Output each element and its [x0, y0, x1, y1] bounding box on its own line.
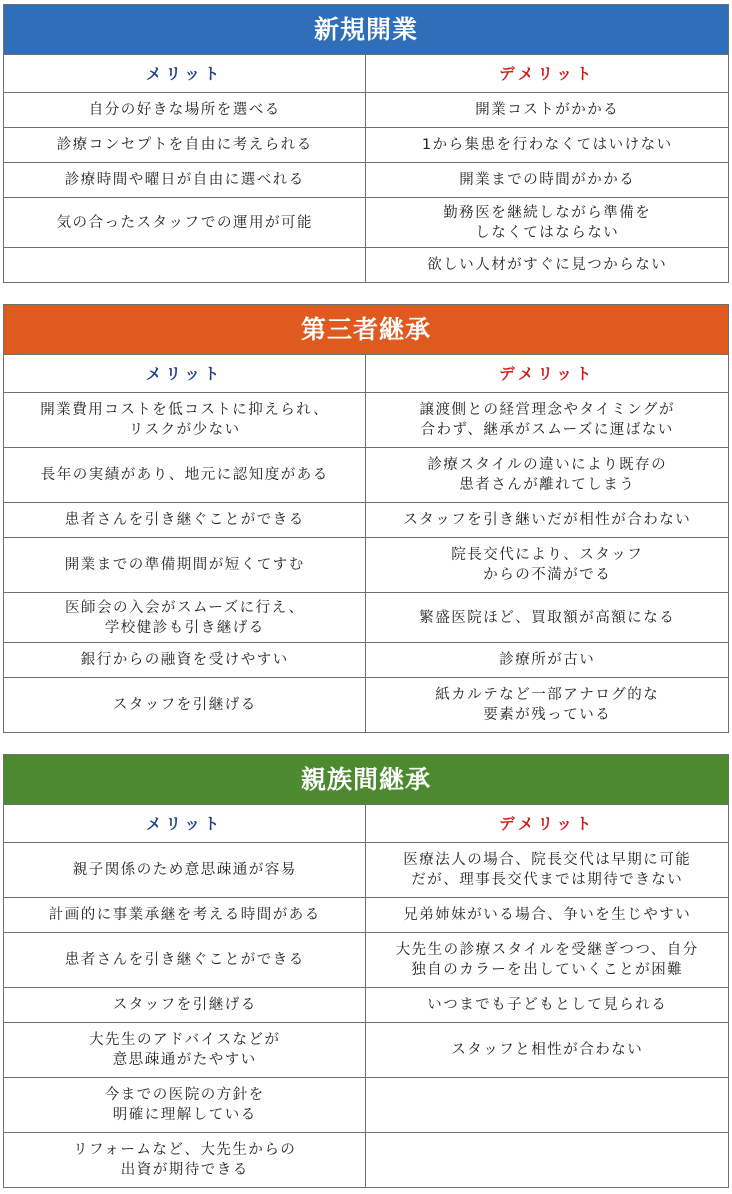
- demerit-cell: [366, 93, 729, 128]
- demerit-cell: [366, 393, 729, 448]
- demerit-cell: [366, 898, 729, 933]
- merit-cell: [4, 1078, 366, 1133]
- merit-cell: [4, 393, 366, 448]
- cell-text-line: 開業までの準備期間が短くてすむ: [64, 557, 305, 573]
- table-row: [4, 93, 729, 128]
- table-row: [4, 128, 729, 163]
- table-row: [4, 593, 729, 643]
- cell-text-line: 医師会の入会がスムーズに行え、: [65, 599, 305, 616]
- cell-text-line: 大先生のアドバイスなどが: [88, 1032, 281, 1048]
- table-row: [4, 678, 729, 733]
- cell-text-line: 患者さんが離れてしまう: [459, 477, 636, 493]
- merit-cell: [4, 678, 366, 733]
- merit-cell: [4, 933, 366, 988]
- cell-text-line: 長年の実績があり、地元に認知度がある: [40, 467, 329, 483]
- table-row: [4, 843, 729, 898]
- cell-text-line: 開業までの時間がかかる: [459, 172, 636, 188]
- merit-cell: [4, 538, 366, 593]
- cell-text-line: 開業費用コストを低コストに抑えられ、: [40, 402, 330, 418]
- cell-text-line: 患者さんを引き継ぐことができる: [64, 952, 305, 968]
- demerit-cell: [366, 1023, 729, 1078]
- table-row: [4, 198, 729, 248]
- demerit-cell: [366, 128, 729, 163]
- merit-cell: [4, 643, 366, 678]
- demerit-cell: [366, 593, 729, 643]
- table-row: [4, 1078, 729, 1133]
- table-row: [4, 248, 729, 283]
- cell-text-line: 院長交代により、スタッフ: [451, 547, 644, 563]
- merit-cell: [4, 198, 366, 248]
- section-title: 第三者継承: [4, 305, 729, 355]
- demerit-cell: [366, 1133, 729, 1188]
- cell-text-line: 独自のカラーを出していくことが困難: [411, 962, 684, 978]
- demerit-cell: [366, 678, 729, 733]
- merit-header: メリット: [4, 355, 366, 393]
- cell-text-line: 紙カルテなど一部アナログ的な: [435, 687, 660, 703]
- demerit-cell: [366, 248, 729, 283]
- section-table-2: [3, 304, 729, 733]
- demerit-cell: [366, 503, 729, 538]
- demerit-cell: [366, 643, 729, 678]
- table-row: [4, 448, 729, 503]
- cell-text-line: 兄弟姉妹がいる場合、争いを生じやすい: [403, 907, 692, 923]
- demerit-cell: [366, 538, 729, 593]
- demerit-header: デメリット: [366, 805, 729, 843]
- cell-text-line: 出資が期待できる: [120, 1162, 249, 1178]
- cell-text-line: 欲しい人材がすぐに見つからない: [427, 257, 668, 273]
- cell-text-line: スタッフを引き継いだが相性が合わない: [403, 512, 692, 528]
- demerit-header: デメリット: [366, 355, 729, 393]
- table-row: [4, 1023, 729, 1078]
- merit-header: メリット: [4, 805, 366, 843]
- section-table-1: [3, 4, 729, 283]
- demerit-header: デメリット: [366, 55, 729, 93]
- cell-text-line: 診療時間や曜日が自由に選べれる: [64, 172, 305, 188]
- cell-text-line: 親子関係のため意思疎通が容易: [72, 862, 297, 878]
- merit-cell: [4, 988, 366, 1023]
- cell-text-line: 銀行からの融資を受けやすい: [80, 652, 289, 668]
- cell-text-line: いつまでも子どもとして見られる: [427, 997, 668, 1013]
- merit-cell: [4, 448, 366, 503]
- demerit-cell: [366, 198, 729, 248]
- demerit-cell: [366, 163, 729, 198]
- cell-text-line: 診療所が古い: [499, 652, 596, 668]
- merit-cell: [4, 593, 366, 643]
- section-title: 新規開業: [4, 5, 729, 55]
- cell-text-line: スタッフを引継げる: [112, 697, 257, 713]
- demerit-cell: [366, 448, 729, 503]
- demerit-cell: [366, 933, 729, 988]
- cell-text-line: 明確に理解している: [112, 1107, 257, 1123]
- merit-cell: [4, 843, 366, 898]
- cell-text-line: 意思疎通がたやすい: [112, 1052, 257, 1068]
- cell-text-line: 要素が残っている: [483, 707, 612, 723]
- demerit-cell: [366, 988, 729, 1023]
- cell-text-line: 計画的に事業承継を考える時間がある: [48, 907, 321, 923]
- cell-text-line: からの不満がでる: [483, 567, 612, 583]
- cell-text-line: 大先生の診療スタイルを受継ぎつつ、自分: [395, 942, 699, 958]
- merit-cell: [4, 1133, 366, 1188]
- table-row: [4, 1133, 729, 1188]
- table-row: [4, 898, 729, 933]
- table-row: [4, 988, 729, 1023]
- cell-text-line: しなくてはならない: [475, 224, 620, 241]
- table-row: [4, 503, 729, 538]
- merit-header: メリット: [4, 55, 366, 93]
- section-title: 親族間継承: [4, 755, 729, 805]
- demerit-cell: [366, 1078, 729, 1133]
- cell-text-line: 自分の好きな場所を選べる: [88, 102, 281, 118]
- cell-text-line: 譲渡側との経営理念やタイミングが: [419, 402, 675, 418]
- merit-cell: [4, 248, 366, 283]
- cell-text-line: 繁盛医院ほど、買取額が高額になる: [419, 609, 676, 626]
- cell-text-line: スタッフと相性が合わない: [451, 1042, 644, 1058]
- merit-cell: [4, 128, 366, 163]
- cell-text-line: 気の合ったスタッフでの運用が可能: [56, 214, 313, 231]
- demerit-cell: [366, 843, 729, 898]
- cell-text-line: 診療コンセプトを自由に考えられる: [56, 137, 313, 153]
- table-row: [4, 538, 729, 593]
- merit-cell: [4, 1023, 366, 1078]
- table-row: [4, 393, 729, 448]
- table-row: [4, 163, 729, 198]
- cell-text-line: だが、理事長交代までは期待できない: [411, 872, 684, 888]
- table-row: [4, 643, 729, 678]
- cell-text-line: 勤務医を継続しながら準備を: [443, 204, 652, 221]
- cell-text-line: 患者さんを引き継ぐことができる: [64, 512, 305, 528]
- cell-text-line: 学校健診も引き継げる: [104, 619, 265, 636]
- cell-text-line: 開業コストがかかる: [475, 102, 620, 118]
- merit-cell: [4, 503, 366, 538]
- merit-cell: [4, 163, 366, 198]
- cell-text-line: 医療法人の場合、院長交代は早期に可能: [403, 852, 692, 868]
- cell-text-line: 合わず、継承がスムーズに運ばない: [420, 422, 674, 438]
- cell-text-line: リフォームなど、大先生からの: [73, 1142, 297, 1158]
- table-row: [4, 933, 729, 988]
- cell-text-line: 診療スタイルの違いにより既存の: [427, 457, 668, 473]
- cell-text-line: 1から集患を行わなくてはいけない: [421, 137, 673, 153]
- merit-cell: [4, 898, 366, 933]
- cell-text-line: リスクが少ない: [128, 422, 241, 438]
- cell-text-line: スタッフを引継げる: [112, 997, 257, 1013]
- cell-text-line: 今までの医院の方針を: [104, 1087, 265, 1103]
- section-table-3: [3, 754, 729, 1188]
- merit-cell: [4, 93, 366, 128]
